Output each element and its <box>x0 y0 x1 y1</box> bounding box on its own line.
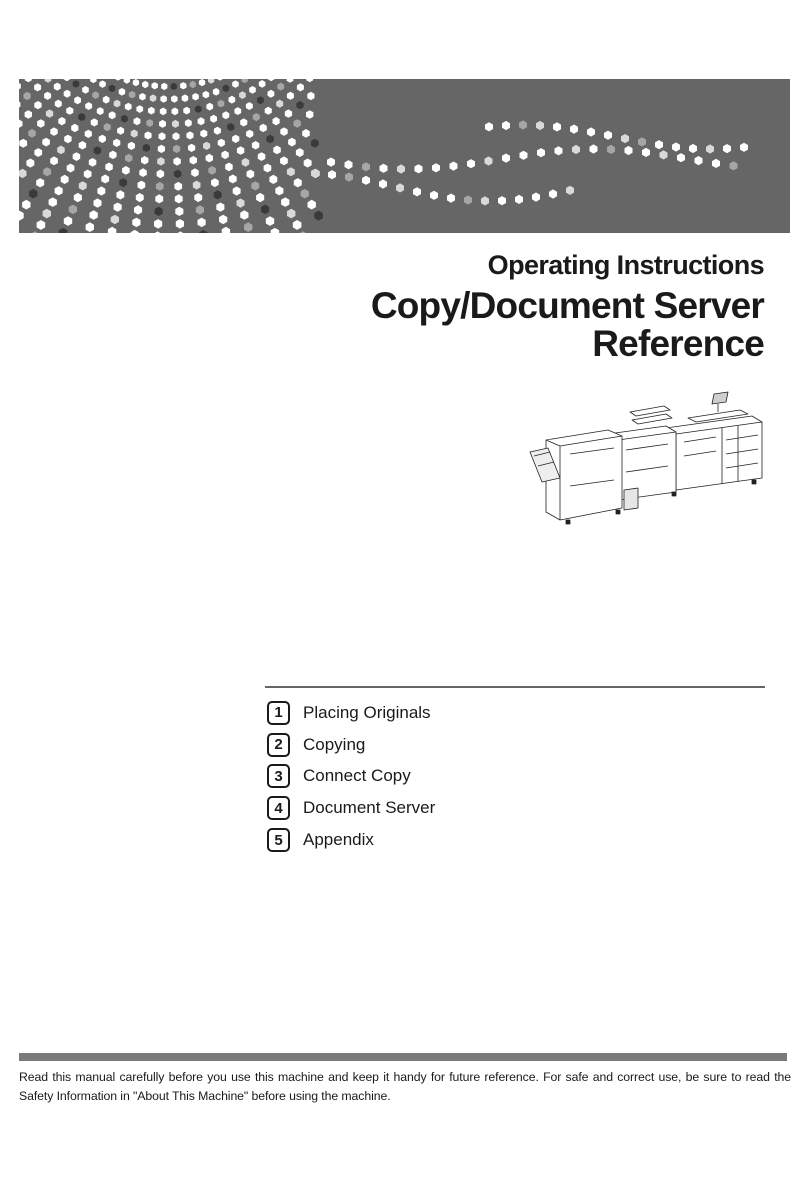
chapter-title: Copying <box>303 734 366 754</box>
chapter-number: 1 <box>267 701 290 725</box>
safety-notice: Read this manual carefully before you use this machine and keep it handy for future reference. For safe and correct use, be sure to read the Safety Information in "About This Machine" before using the machine. <box>19 1070 791 1103</box>
cover-banner <box>19 79 790 233</box>
title-line-1: Copy/Document Server <box>370 285 764 326</box>
chapter-number: 3 <box>267 764 290 788</box>
title-line-2: Reference <box>592 323 764 364</box>
table-of-contents <box>267 697 435 856</box>
footer-bar <box>19 1053 787 1061</box>
production-printer-icon <box>526 382 766 562</box>
toc-item[interactable] <box>267 729 435 761</box>
toc-item[interactable] <box>267 761 435 793</box>
chapter-number: 4 <box>267 796 290 820</box>
toc-item[interactable] <box>267 697 435 729</box>
chapter-title: Placing Originals <box>303 702 431 722</box>
document-subtitle: Operating Instructions <box>487 250 764 280</box>
chapter-title: Connect Copy <box>303 766 411 786</box>
document-title <box>371 287 764 363</box>
chapter-title: Document Server <box>303 798 436 818</box>
chapter-number: 2 <box>267 733 290 757</box>
toc-item[interactable] <box>267 792 435 824</box>
chapter-number: 5 <box>267 828 290 852</box>
toc-divider <box>265 686 765 688</box>
chapter-title: Appendix <box>303 830 374 850</box>
toc-item[interactable] <box>267 824 435 856</box>
